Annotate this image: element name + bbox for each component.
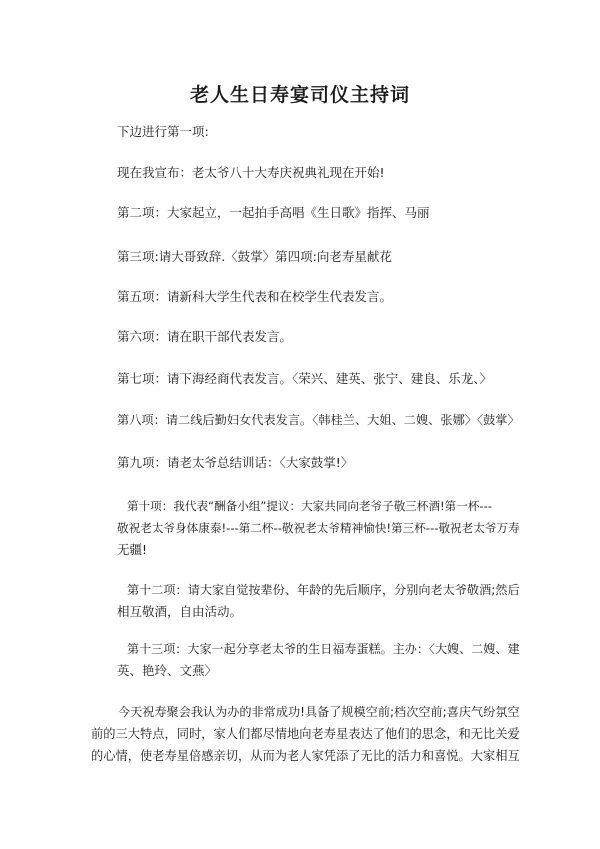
page-title: 老人生日寿宴司仪主持词 [189, 84, 410, 106]
item-line: 现在我宣布：老太爷八十大寿庆祝典礼现在开始! [117, 165, 385, 180]
closing-paragraph [91, 701, 520, 767]
paragraph-line: 前的三大特点，同时，家人们都尽情地向老寿星表达了他们的思念，和无比关爱 [91, 727, 520, 741]
item-ten-paragraph [117, 495, 520, 561]
paragraph-line: 今天祝寿聚会我认为办的非常成功!具备了规模空前;档次空前;喜庆气纷氛空 [118, 705, 520, 719]
item-line: 第六项：请在职干部代表发言。 [117, 329, 293, 344]
paragraph-line: 第十二项：请大家自觉按辈份、年龄的先后顺序，分别向老太爷敬酒;然后 [127, 583, 520, 597]
item-line: 第七项：请下海经商代表发言。〈荣兴、建英、张宁、建良、乐龙、〉 [117, 371, 493, 386]
item-line: 第二项：大家起立，一起拍手高唱《生日歌》指挥、马丽 [117, 205, 430, 220]
item-line: 第三项:请大哥致辞.〈鼓掌〉第四项:向老寿星献花 [117, 249, 392, 264]
paragraph-line: 英、艳玲、文燕〉 [117, 663, 218, 678]
item-line: 下边进行第一项: [117, 124, 209, 139]
paragraph-line: 第十项：我代表“酬备小组”提议：大家共同向老爷子敬三杯酒!第一杯--- [127, 499, 492, 513]
paragraph-line: 相互敬酒，自由活动。 [117, 604, 243, 619]
paragraph-line: 无疆! [117, 542, 148, 557]
paragraph-line: 第十三项：大家一起分享老太爷的生日福寿蛋糕。主办：〈大嫂、二嫂、建 [127, 642, 520, 656]
paragraph-line: 的心情，使老寿星倍感亲切，从而为老人家凭添了无比的活力和喜悦。大家相互 [91, 749, 520, 763]
item-thirteen-paragraph [117, 638, 520, 682]
item-twelve-paragraph [117, 579, 520, 623]
item-line: 第九项：请老太爷总结训话：〈大家鼓掌!〉 [117, 455, 354, 470]
item-line: 第八项：请二线后勤妇女代表发言。〈韩桂兰、大姐、二嫂、张娜〉〈鼓掌〉 [117, 413, 520, 427]
item-line: 第五项：请新科大学生代表和在校学生代表发言。 [117, 289, 393, 304]
paragraph-line: 敬祝老太爷身体康泰!---第二杯--敬祝老太爷精神愉快!第三杯---敬祝老太爷万寿 [117, 521, 520, 535]
